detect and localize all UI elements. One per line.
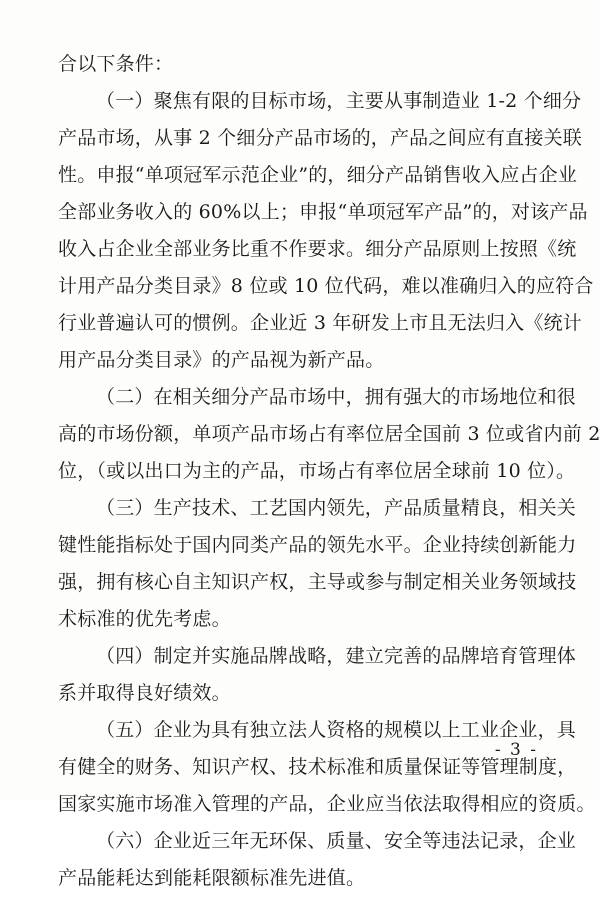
paragraph-condition-3 — [58, 490, 577, 638]
paragraph-condition-5 — [58, 712, 596, 823]
text-line: 用产品分类目录》的产品视为新产品。 — [58, 349, 385, 371]
text-line: 国家实施市场准入管理的产品，企业应当依法取得相应的资质。 — [58, 793, 596, 815]
text-line: 产品市场，从事 2 个细分产品市场的，产品之间应有直接关联 — [58, 127, 582, 149]
paragraph-condition-1 — [58, 83, 594, 379]
text-line: （六）企业近三年无环保、质量、安全等违法记录，企业 — [96, 830, 577, 852]
text-line: 有健全的财务、知识产权、技术标准和质量保证等管理制度， — [58, 756, 577, 778]
text-line: 产品能耗达到能耗限额标准先进值。 — [58, 867, 366, 889]
text-line: 性。申报“单项冠军示范企业”的，细分产品销售收入应占企业 — [58, 164, 578, 186]
text-line: 全部业务收入的 60%以上；申报“单项冠军产品”的，对该产品 — [58, 201, 588, 223]
text-line: （五）企业为具有独立法人资格的规模以上工业企业，具 — [96, 719, 577, 741]
text-line: （四）制定并实施品牌战略，建立完善的品牌培育管理体 — [96, 645, 577, 667]
text-line: 收入占企业全部业务比重不作要求。细分产品原则上按照《统 — [58, 238, 577, 260]
text-line: 计用产品分类目录》8 位或 10 位代码，难以准确归入的应符合 — [58, 275, 594, 297]
text-line: 合以下条件： — [58, 53, 174, 75]
text-line: （二）在相关细分产品市场中，拥有强大的市场地位和很 — [96, 386, 577, 408]
text-line: 行业普遍认可的惯例。企业近 3 年研发上市且无法归入《统计 — [58, 312, 582, 334]
page-number: - 3 - — [494, 740, 538, 760]
text-line: 强，拥有核心自主知识产权，主导或参与制定相关业务领域技 — [58, 571, 577, 593]
paragraph-condition-2 — [58, 379, 600, 490]
paragraph-continuation — [58, 46, 558, 83]
text-line: 键性能指标处于国内同类产品的领先水平。企业持续创新能力 — [58, 534, 577, 556]
paragraph-condition-6 — [58, 823, 577, 897]
text-line: 高的市场份额，单项产品市场占有率位居全国前 3 位或省内前 2 — [58, 423, 600, 445]
text-line: （三）生产技术、工艺国内领先，产品质量精良，相关关 — [96, 497, 577, 519]
text-line: 位，（或以出口为主的产品，市场占有率位居全球前 10 位）。 — [58, 460, 576, 482]
text-line: 术标准的优先考虑。 — [58, 608, 231, 630]
text-line: 系并取得良好绩效。 — [58, 682, 231, 704]
paragraph-condition-4 — [58, 638, 577, 712]
document-body — [58, 46, 600, 897]
text-line: （一）聚焦有限的目标市场，主要从事制造业 1-2 个细分 — [96, 90, 582, 112]
